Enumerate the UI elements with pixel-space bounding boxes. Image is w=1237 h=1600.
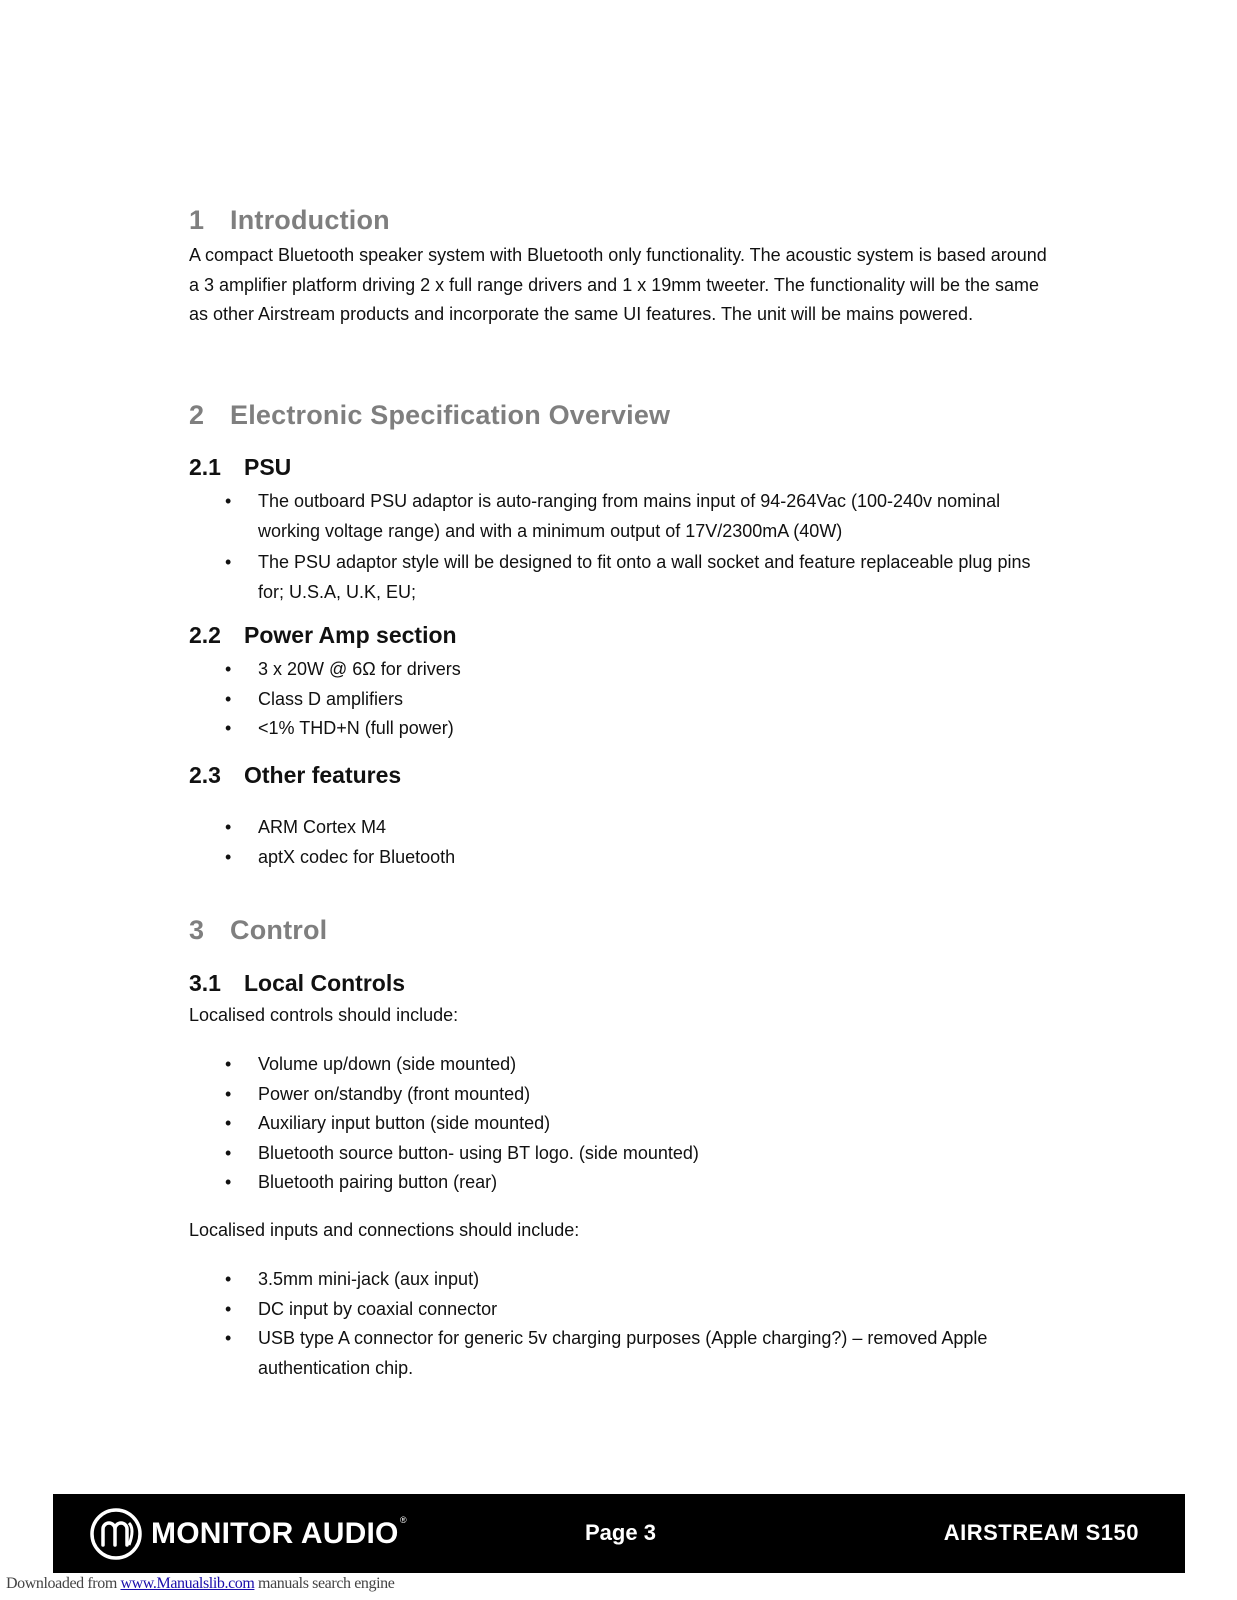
local-inputs-intro: Localised inputs and connections should include: — [189, 1220, 580, 1240]
download-note: Downloaded from www.Manualslib.com manuals search engine — [6, 1575, 395, 1592]
subsection-title: Power Amp section — [244, 622, 457, 648]
bullet-icon: • — [225, 1142, 232, 1163]
bullet-icon: • — [225, 552, 232, 572]
section-title: Introduction — [230, 205, 390, 235]
list-item: • The PSU adaptor style will be designed to fit onto a wall socket and feature replaceable plug pins for; U.S.A, U.K, EU; — [189, 548, 1049, 607]
bullet-icon: • — [225, 1113, 232, 1133]
psu-list — [189, 487, 1049, 607]
list-item: • Volume up/down (side mounted) — [189, 1050, 1049, 1080]
bullet-icon: • — [225, 1298, 232, 1319]
monitor-audio-logo-icon — [89, 1507, 143, 1561]
bullet-icon: • — [225, 1083, 232, 1104]
list-item: • Bluetooth source button- using BT logo. (side mounted) — [189, 1139, 1049, 1169]
list-item: • ARM Cortex M4 — [189, 813, 1049, 843]
other-features-list — [189, 813, 1049, 872]
manualslib-link[interactable]: www.Manualslib.com — [120, 1575, 255, 1592]
bullet-icon: • — [225, 1172, 232, 1192]
subsection-title: PSU — [244, 454, 292, 480]
section-heading-introduction — [189, 205, 390, 236]
list-item: • 3.5mm mini-jack (aux input) — [189, 1265, 1049, 1295]
bullet-icon: • — [225, 846, 232, 867]
bullet-icon: • — [225, 491, 232, 511]
subsection-number: 3.1 — [189, 970, 221, 996]
bullet-icon: • — [225, 817, 232, 837]
product-name: AIRSTREAM S150 — [943, 1520, 1139, 1545]
brand-logo — [89, 1507, 407, 1561]
list-item: • USB type A connector for generic 5v charging purposes (Apple charging?) – removed Apple authentication chip. — [189, 1324, 1049, 1383]
subsection-number: 2.3 — [189, 762, 221, 788]
bullet-icon: • — [225, 1054, 232, 1074]
section-title: Control — [230, 915, 328, 945]
bullet-icon: • — [225, 659, 232, 679]
list-item: • Auxiliary input button (side mounted) — [189, 1109, 1049, 1139]
bullet-icon: • — [225, 718, 232, 738]
logo-wordmark: MONITOR AUDIO ® — [151, 1515, 407, 1550]
subsection-heading-local-controls — [189, 970, 405, 997]
page-number: Page 3 — [585, 1520, 656, 1545]
local-inputs-list — [189, 1265, 1049, 1383]
list-item: • DC input by coaxial connector — [189, 1295, 1049, 1325]
list-item: • The outboard PSU adaptor is auto-ranging from mains input of 94-264Vac (100-240v nominal working voltage range) and with a minimum output of 17V/2300mA (40W) — [189, 487, 1049, 546]
bullet-icon: • — [225, 1269, 232, 1289]
subsection-heading-power-amp — [189, 622, 457, 649]
section-title: Electronic Specification Overview — [230, 400, 671, 430]
bullet-icon: • — [225, 1328, 232, 1348]
local-controls-intro: Localised controls should include: — [189, 1005, 459, 1025]
subsection-number: 2.2 — [189, 622, 221, 648]
bullet-icon: • — [225, 688, 232, 709]
introduction-paragraph: A compact Bluetooth speaker system with Bluetooth only functionality. The acoustic system is based around a 3 amplifier platform driving 2 x full range drivers and 1 x 19mm tweeter. The functionality will be the same as other Airstream products and incorporate the same UI features. The unit will be mains powered. — [189, 245, 1047, 324]
subsection-heading-other-features — [189, 762, 401, 789]
subsection-title: Local Controls — [244, 970, 406, 996]
list-item: • <1% THD+N (full power) — [189, 714, 1049, 744]
page-footer — [53, 1494, 1185, 1573]
local-controls-list — [189, 1050, 1049, 1198]
section-heading-control — [189, 915, 327, 946]
list-item: • Class D amplifiers — [189, 685, 1049, 715]
subsection-number: 2.1 — [189, 454, 221, 480]
section-number: 2 — [189, 400, 205, 430]
list-item: • 3 x 20W @ 6Ω for drivers — [189, 655, 1049, 685]
registered-mark: ® — [399, 1515, 407, 1525]
section-number: 1 — [189, 205, 205, 235]
section-heading-electronic-spec — [189, 400, 670, 431]
subsection-heading-psu — [189, 454, 291, 481]
section-number: 3 — [189, 915, 205, 945]
list-item: • aptX codec for Bluetooth — [189, 843, 1049, 873]
list-item: • Bluetooth pairing button (rear) — [189, 1168, 1049, 1198]
subsection-title: Other features — [244, 762, 402, 788]
power-amp-list — [189, 655, 1049, 744]
list-item: • Power on/standby (front mounted) — [189, 1080, 1049, 1110]
